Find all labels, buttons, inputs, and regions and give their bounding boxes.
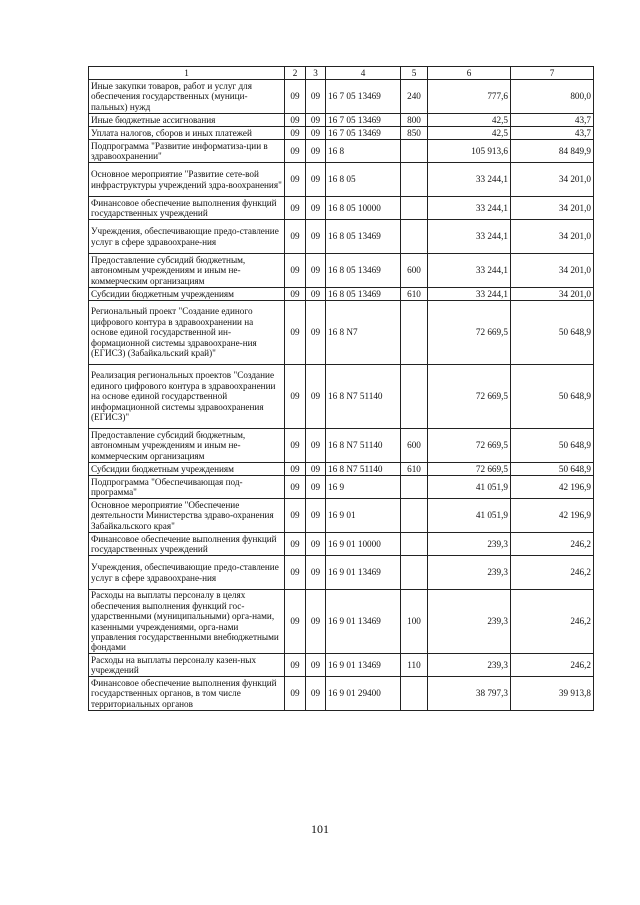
amount-year-1: 239,3 [428, 590, 511, 654]
amount-year-1: 33 244,1 [428, 254, 511, 288]
amount-year-1: 42,5 [428, 127, 511, 140]
row-description: Финансовое обеспечение выполнения функций государственных органов, в том числе территориальных органов [89, 677, 285, 711]
subsection-code: 09 [306, 127, 326, 140]
column-header: 5 [401, 67, 428, 80]
row-description: Региональный проект "Создание единого цифрового контура в здравоохранении на основе единой государственной ин-формационной системы здравоохране-ния (ЕГИСЗ) (Забайкальский край)" [89, 301, 285, 365]
target-article-code: 16 9 01 13469 [326, 556, 401, 590]
row-description: Субсидии бюджетным учреждениям [89, 463, 285, 476]
table-row [89, 80, 594, 114]
subsection-code: 09 [306, 677, 326, 711]
section-code: 09 [285, 127, 306, 140]
section-code: 09 [285, 140, 306, 163]
column-header: 1 [89, 67, 285, 80]
expense-type-code [401, 220, 428, 254]
table-row [89, 590, 594, 654]
row-description: Предоставление субсидий бюджетным, автономным учреждениям и иным не-коммерческим организациям [89, 254, 285, 288]
amount-year-1: 72 669,5 [428, 365, 511, 429]
expense-type-code [401, 677, 428, 711]
row-description: Реализация региональных проектов "Создание единого цифрового контура в здравоохранении на основе единой государственной информационной системы здравоохранения (ЕГИСЗ)" [89, 365, 285, 429]
subsection-code: 09 [306, 429, 326, 463]
expense-type-code [401, 197, 428, 220]
row-description: Основное мероприятие "Обеспечение деятельности Министерства здраво-охранения Забайкальского края" [89, 499, 285, 533]
target-article-code: 16 7 05 13469 [326, 114, 401, 127]
table-row [89, 499, 594, 533]
amount-year-1: 72 669,5 [428, 301, 511, 365]
amount-year-2: 34 201,0 [511, 288, 594, 301]
amount-year-1: 33 244,1 [428, 288, 511, 301]
amount-year-2: 34 201,0 [511, 163, 594, 197]
amount-year-1: 239,3 [428, 533, 511, 556]
row-description: Уплата налогов, сборов и иных платежей [89, 127, 285, 140]
amount-year-1: 239,3 [428, 556, 511, 590]
amount-year-1: 777,6 [428, 80, 511, 114]
table-row [89, 533, 594, 556]
amount-year-2: 34 201,0 [511, 254, 594, 288]
section-code: 09 [285, 476, 306, 499]
section-code: 09 [285, 288, 306, 301]
table-row [89, 463, 594, 476]
section-code: 09 [285, 197, 306, 220]
section-code: 09 [285, 80, 306, 114]
table-body [89, 80, 594, 711]
amount-year-2: 34 201,0 [511, 220, 594, 254]
section-code: 09 [285, 220, 306, 254]
amount-year-1: 41 051,9 [428, 476, 511, 499]
amount-year-2: 50 648,9 [511, 301, 594, 365]
target-article-code: 16 9 01 13469 [326, 654, 401, 677]
expense-type-code: 610 [401, 463, 428, 476]
expense-type-code: 240 [401, 80, 428, 114]
expense-type-code [401, 365, 428, 429]
section-code: 09 [285, 163, 306, 197]
target-article-code: 16 8 N7 51140 [326, 365, 401, 429]
subsection-code: 09 [306, 476, 326, 499]
target-article-code: 16 8 05 [326, 163, 401, 197]
table-row [89, 301, 594, 365]
amount-year-1: 38 797,3 [428, 677, 511, 711]
table-row [89, 220, 594, 254]
target-article-code: 16 8 05 10000 [326, 197, 401, 220]
target-article-code: 16 8 05 13469 [326, 254, 401, 288]
row-description: Субсидии бюджетным учреждениям [89, 288, 285, 301]
target-article-code: 16 7 05 13469 [326, 127, 401, 140]
amount-year-2: 50 648,9 [511, 429, 594, 463]
amount-year-2: 43,7 [511, 127, 594, 140]
amount-year-1: 41 051,9 [428, 499, 511, 533]
subsection-code: 09 [306, 463, 326, 476]
row-description: Основное мероприятие "Развитие сете-вой инфраструктуры учреждений здра-воохранения" [89, 163, 285, 197]
section-code: 09 [285, 654, 306, 677]
page-number: 101 [311, 822, 329, 836]
row-description: Финансовое обеспечение выполнения функций государственных учреждений [89, 533, 285, 556]
subsection-code: 09 [306, 499, 326, 533]
target-article-code: 16 8 05 13469 [326, 220, 401, 254]
expense-type-code: 110 [401, 654, 428, 677]
table-row [89, 127, 594, 140]
amount-year-2: 50 648,9 [511, 463, 594, 476]
expense-type-code [401, 556, 428, 590]
column-header: 3 [306, 67, 326, 80]
section-code: 09 [285, 365, 306, 429]
row-description: Иные бюджетные ассигнования [89, 114, 285, 127]
section-code: 09 [285, 677, 306, 711]
expense-type-code: 600 [401, 429, 428, 463]
subsection-code: 09 [306, 220, 326, 254]
row-description: Иные закупки товаров, работ и услуг для обеспечения государственных (муници-пальных) нужд [89, 80, 285, 114]
section-code: 09 [285, 463, 306, 476]
row-description: Предоставление субсидий бюджетным, автономным учреждениям и иным не-коммерческим организациям [89, 429, 285, 463]
expense-type-code: 850 [401, 127, 428, 140]
table-header-row [89, 67, 594, 80]
row-description: Учреждения, обеспечивающие предо-ставление услуг в сфере здравоохране-ния [89, 220, 285, 254]
row-description: Расходы на выплаты персоналу казен-ных учреждений [89, 654, 285, 677]
column-header: 2 [285, 67, 306, 80]
amount-year-2: 42 196,9 [511, 476, 594, 499]
row-description: Расходы на выплаты персоналу в целях обеспечения выполнения функций гос-ударственными (муниципальными) орга-нами, казенными учреждениями, орга-нами управления государственными внебюджетными фондами [89, 590, 285, 654]
amount-year-1: 42,5 [428, 114, 511, 127]
subsection-code: 09 [306, 533, 326, 556]
amount-year-1: 105 913,6 [428, 140, 511, 163]
section-code: 09 [285, 499, 306, 533]
column-header: 6 [428, 67, 511, 80]
table-row [89, 654, 594, 677]
expense-type-code [401, 301, 428, 365]
target-article-code: 16 7 05 13469 [326, 80, 401, 114]
subsection-code: 09 [306, 365, 326, 429]
expense-type-code [401, 140, 428, 163]
amount-year-2: 34 201,0 [511, 197, 594, 220]
amount-year-2: 39 913,8 [511, 677, 594, 711]
amount-year-2: 246,2 [511, 654, 594, 677]
amount-year-1: 33 244,1 [428, 163, 511, 197]
subsection-code: 09 [306, 114, 326, 127]
row-description: Подпрограмма "Обеспечивающая под-программа" [89, 476, 285, 499]
amount-year-2: 246,2 [511, 533, 594, 556]
target-article-code: 16 9 01 29400 [326, 677, 401, 711]
amount-year-1: 72 669,5 [428, 429, 511, 463]
table-row [89, 476, 594, 499]
section-code: 09 [285, 590, 306, 654]
expense-type-code [401, 499, 428, 533]
target-article-code: 16 8 N7 51140 [326, 429, 401, 463]
budget-table [88, 66, 594, 711]
expense-type-code: 800 [401, 114, 428, 127]
subsection-code: 09 [306, 654, 326, 677]
table-row [89, 254, 594, 288]
subsection-code: 09 [306, 301, 326, 365]
section-code: 09 [285, 254, 306, 288]
row-description: Подпрограмма "Развитие информатиза-ции в здравоохранении" [89, 140, 285, 163]
table-row [89, 365, 594, 429]
amount-year-1: 33 244,1 [428, 220, 511, 254]
column-header: 7 [511, 67, 594, 80]
subsection-code: 09 [306, 163, 326, 197]
target-article-code: 16 9 01 13469 [326, 590, 401, 654]
table-row [89, 140, 594, 163]
amount-year-2: 84 849,9 [511, 140, 594, 163]
amount-year-2: 43,7 [511, 114, 594, 127]
expense-type-code: 600 [401, 254, 428, 288]
table-row [89, 114, 594, 127]
subsection-code: 09 [306, 254, 326, 288]
row-description: Финансовое обеспечение выполнения функций государственных учреждений [89, 197, 285, 220]
target-article-code: 16 8 05 13469 [326, 288, 401, 301]
amount-year-2: 50 648,9 [511, 365, 594, 429]
expense-type-code [401, 163, 428, 197]
table-row [89, 429, 594, 463]
row-description: Учреждения, обеспечивающие предо-ставление услуг в сфере здравоохране-ния [89, 556, 285, 590]
table-row [89, 556, 594, 590]
amount-year-2: 246,2 [511, 556, 594, 590]
section-code: 09 [285, 556, 306, 590]
subsection-code: 09 [306, 288, 326, 301]
amount-year-2: 246,2 [511, 590, 594, 654]
table-row [89, 677, 594, 711]
target-article-code: 16 9 [326, 476, 401, 499]
section-code: 09 [285, 114, 306, 127]
subsection-code: 09 [306, 590, 326, 654]
target-article-code: 16 8 N7 51140 [326, 463, 401, 476]
target-article-code: 16 8 [326, 140, 401, 163]
subsection-code: 09 [306, 140, 326, 163]
expense-type-code: 100 [401, 590, 428, 654]
amount-year-2: 800,0 [511, 80, 594, 114]
amount-year-1: 33 244,1 [428, 197, 511, 220]
subsection-code: 09 [306, 80, 326, 114]
table-row [89, 288, 594, 301]
amount-year-1: 239,3 [428, 654, 511, 677]
amount-year-2: 42 196,9 [511, 499, 594, 533]
table-row [89, 163, 594, 197]
subsection-code: 09 [306, 556, 326, 590]
amount-year-1: 72 669,5 [428, 463, 511, 476]
expense-type-code [401, 476, 428, 499]
section-code: 09 [285, 429, 306, 463]
subsection-code: 09 [306, 197, 326, 220]
expense-type-code [401, 533, 428, 556]
table-row [89, 197, 594, 220]
target-article-code: 16 8 N7 [326, 301, 401, 365]
column-header: 4 [326, 67, 401, 80]
target-article-code: 16 9 01 [326, 499, 401, 533]
section-code: 09 [285, 533, 306, 556]
target-article-code: 16 9 01 10000 [326, 533, 401, 556]
section-code: 09 [285, 301, 306, 365]
expense-type-code: 610 [401, 288, 428, 301]
